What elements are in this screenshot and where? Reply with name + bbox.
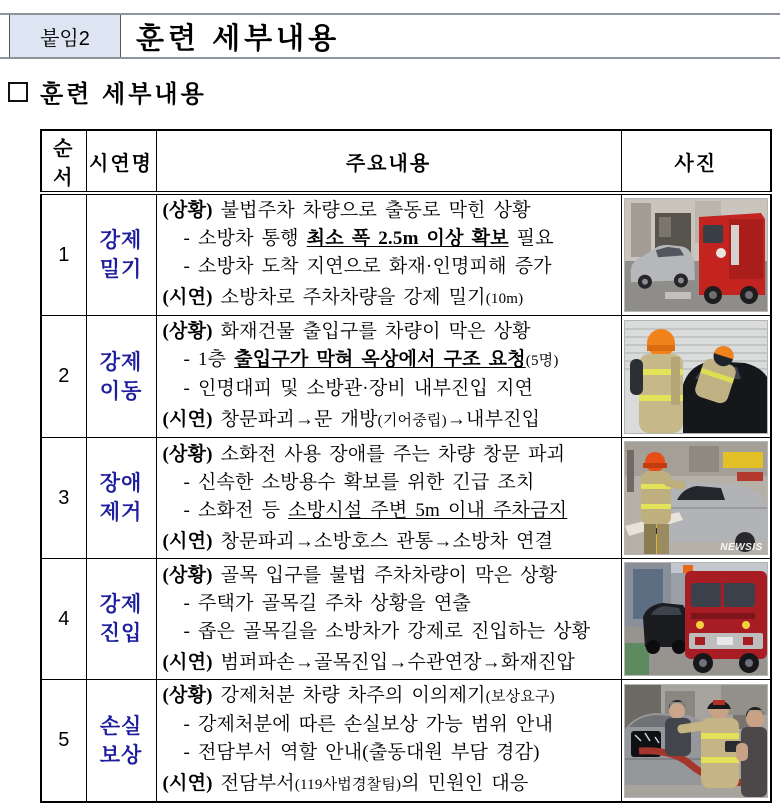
table-row <box>41 680 771 803</box>
section-title: 훈련 세부내용 <box>40 81 207 108</box>
square-bullet-icon <box>8 82 28 102</box>
text-segment: (보상요구) <box>485 689 555 705</box>
content-line <box>163 682 619 711</box>
text-segment: 화재건물 출입구를 차량이 막은 상황 <box>220 321 531 342</box>
order-cell: 5 <box>41 680 86 803</box>
content-line <box>163 528 619 556</box>
col-header-photo: 사진 <box>621 130 771 193</box>
demo-name-line: 밀기 <box>99 258 143 281</box>
text-segment: - 주택가 골목길 주차 상황을 연출 <box>183 592 471 614</box>
photo-illustration <box>625 321 767 433</box>
demo-name-line: 강제 <box>99 350 143 374</box>
document-title: 훈련 세부내용 <box>136 22 341 55</box>
col-header-order: 순서 <box>41 130 86 193</box>
photo <box>624 441 768 555</box>
text-segment: 소방시설 주변 5m 이내 주차금지 <box>288 499 568 521</box>
content-line <box>163 346 619 375</box>
order-cell: 2 <box>41 316 86 438</box>
order-cell: 3 <box>41 438 86 559</box>
content-line <box>163 590 619 618</box>
table-header-row <box>41 130 771 193</box>
text-segment: 소화전 사용 장애를 주는 차량 창문 파괴 <box>220 443 566 465</box>
text-segment: (시연) <box>162 651 221 673</box>
text-segment: (기어중립) <box>377 413 447 429</box>
content-line <box>163 253 619 281</box>
content-line <box>163 497 619 525</box>
photo-illustration <box>625 563 767 675</box>
demo-name-line: 장애 <box>99 472 143 495</box>
photo <box>624 562 768 676</box>
photo <box>624 320 768 434</box>
main-content-cell <box>156 438 621 559</box>
order-cell: 1 <box>41 193 86 316</box>
demo-name-cell <box>86 680 156 803</box>
text-segment: (시연) <box>162 287 221 308</box>
text-segment: 범퍼파손→골목진입→수관연장→화재진압 <box>220 651 576 673</box>
attachment-badge: 붙임2 <box>9 15 121 57</box>
text-segment: 골목 입구를 불법 주차차량이 막은 상황 <box>220 564 558 586</box>
content-line <box>163 770 619 799</box>
text-segment: - 강제처분에 따른 손실보상 가능 범위 안내 <box>183 714 554 735</box>
attachment-header-band <box>0 13 780 59</box>
text-segment: 최소 폭 2.5m 이상 확보 <box>306 228 509 249</box>
text-segment: - 신속한 소방용수 확보를 위한 긴급 조치 <box>183 471 535 493</box>
demo-name-cell <box>86 438 156 559</box>
text-segment: (시연) <box>162 773 221 794</box>
text-segment: 창문파괴→소방호스 관통→소방차 연결 <box>220 530 554 552</box>
content-line <box>163 284 619 313</box>
text-segment: (시연) <box>162 530 221 552</box>
table-body <box>41 193 771 802</box>
content-line <box>163 406 619 435</box>
text-segment: →내부진입 <box>446 409 541 430</box>
text-segment: (10m) <box>485 291 524 307</box>
text-segment: (상황) <box>162 685 221 706</box>
photo-cell <box>621 680 771 803</box>
text-segment: (상황) <box>162 200 221 221</box>
text-segment: 불법주차 차량으로 출동로 막힌 상황 <box>220 200 531 221</box>
text-segment: 필요 <box>508 228 554 249</box>
demo-name-line: 손실 <box>99 714 143 738</box>
text-segment: (상황) <box>162 564 221 586</box>
demo-name-line: 제거 <box>99 501 143 524</box>
text-segment: 전담부서 <box>220 773 295 794</box>
text-segment: - 소화전 등 <box>183 499 289 521</box>
content-line <box>163 441 619 469</box>
table-row <box>41 438 771 559</box>
main-content-cell <box>156 193 621 316</box>
content-line <box>163 318 619 346</box>
main-content-cell <box>156 559 621 680</box>
demo-name-line: 이동 <box>99 379 143 403</box>
content-line <box>163 618 619 646</box>
photo-illustration <box>625 199 767 311</box>
content-line <box>163 562 619 590</box>
demo-name-line: 진입 <box>99 622 143 645</box>
text-segment: (상황) <box>162 321 221 342</box>
content-line <box>163 197 619 225</box>
text-segment: - 소방차 통행 <box>183 228 307 249</box>
text-segment: - 좁은 골목길을 소방차가 강제로 진입하는 상황 <box>183 620 591 642</box>
demo-name-line: 강제 <box>99 593 143 616</box>
content-line <box>163 225 619 253</box>
text-segment: 창문파괴→문 개방 <box>220 409 378 430</box>
col-header-demo-name: 시연명 <box>86 130 156 193</box>
training-details-table <box>40 129 772 803</box>
col-header-main-content: 주요내용 <box>156 130 621 193</box>
photo-illustration <box>625 442 767 554</box>
text-segment: 의 민원인 대응 <box>401 773 529 794</box>
content-line <box>163 375 619 403</box>
photo-cell <box>621 316 771 438</box>
content-line <box>163 739 619 767</box>
demo-name-cell <box>86 193 156 316</box>
order-cell: 4 <box>41 559 86 680</box>
content-line <box>163 649 619 677</box>
photo <box>624 198 768 312</box>
text-segment: (시연) <box>162 409 221 430</box>
section-heading <box>8 74 207 109</box>
text-segment: - 소방차 도착 지연으로 화재·인명피해 증가 <box>183 256 552 277</box>
text-segment: - 1층 <box>183 349 235 370</box>
table-row <box>41 316 771 438</box>
photo <box>624 684 768 798</box>
main-content-cell <box>156 316 621 438</box>
photo-cell <box>621 438 771 559</box>
text-segment: (119사법경찰팀) <box>294 777 402 793</box>
demo-name-line: 강제 <box>99 229 143 252</box>
text-segment: - 인명대피 및 소방관·장비 내부진입 지연 <box>183 378 534 399</box>
photo-illustration <box>625 685 767 797</box>
content-line <box>163 469 619 497</box>
text-segment: 강제처분 차량 차주의 이의제기 <box>220 685 486 706</box>
text-segment: (5명) <box>525 353 559 369</box>
demo-name-line: 보상 <box>99 743 143 767</box>
demo-name-cell <box>86 559 156 680</box>
main-content-cell <box>156 680 621 803</box>
demo-name-cell <box>86 316 156 438</box>
content-line <box>163 711 619 739</box>
photo-watermark: NEWSIS <box>720 542 763 553</box>
text-segment: 소방차로 주차차량을 강제 밀기 <box>220 287 486 308</box>
photo-cell <box>621 559 771 680</box>
photo-cell <box>621 193 771 316</box>
text-segment: (상황) <box>162 443 221 465</box>
text-segment: 출입구가 막혀 옥상에서 구조 요청 <box>234 349 526 370</box>
table-row <box>41 559 771 680</box>
text-segment: - 전담부서 역할 안내(출동대원 부담 경감) <box>183 742 540 763</box>
table-row <box>41 193 771 316</box>
